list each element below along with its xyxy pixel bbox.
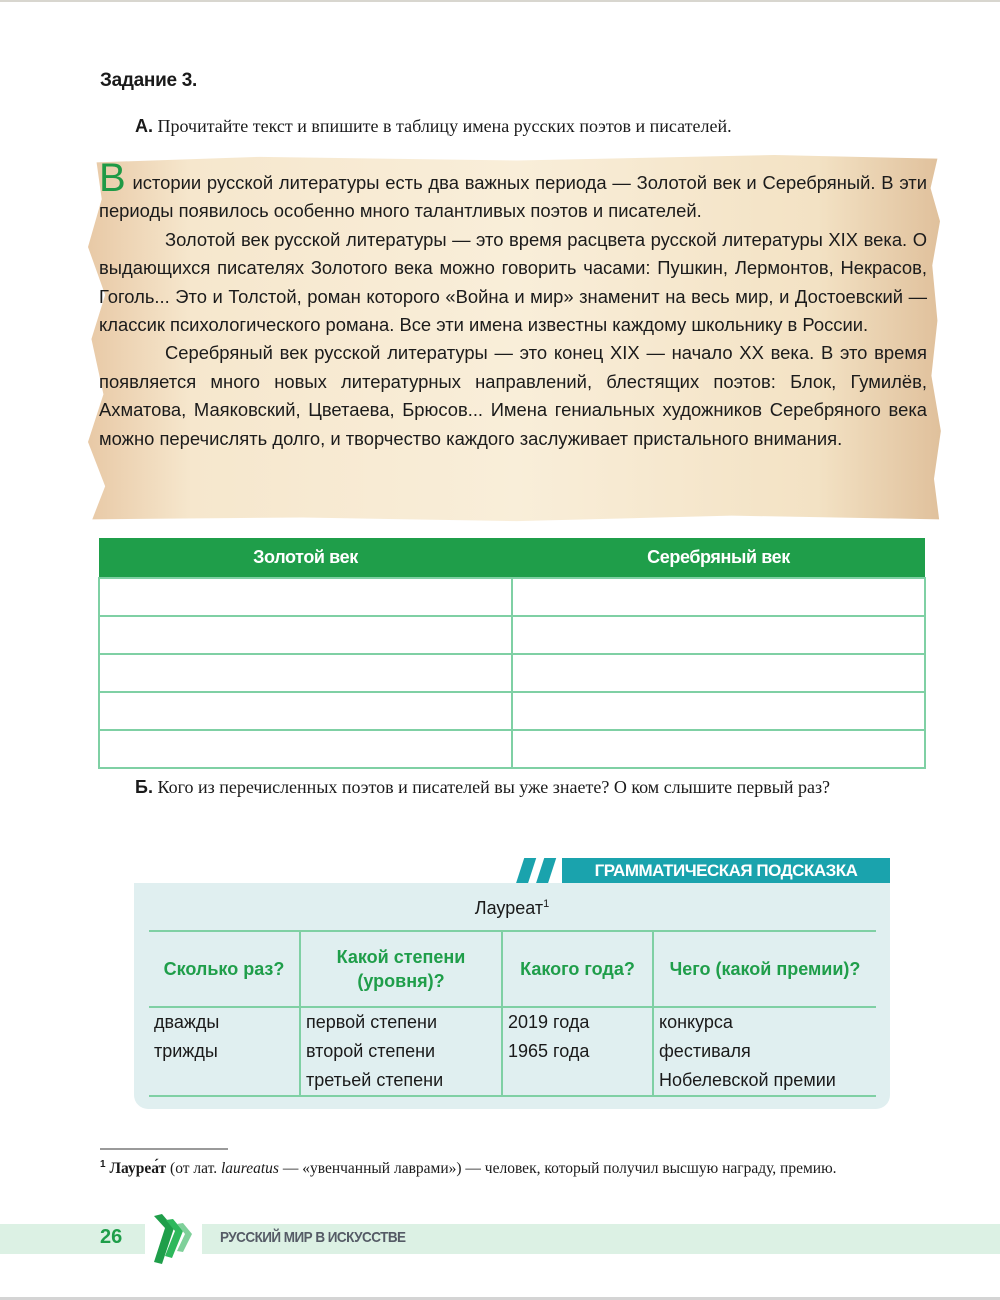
reading-paragraph: Золотой век русской литературы — это время расцвета русской литературы XIX века. О выдающихся писателях Золотого века можно говорить часами: Пушкин, Лермонтов, Некрасов, Гоголь... Это и Толстой, роман которого «Война и мир» знаменит на весь мир, и Достоевский — классик психологического романа. Все эти имена известны каждому школьнику в России. — [99, 228, 927, 336]
page-top-border — [0, 0, 1000, 2]
grammar-hint-label: ГРАММАТИЧЕСКАЯ ПОДСКАЗКА — [562, 858, 890, 884]
footnote: $^1$ Лауреа́т (от лат. laureatus — «увенчанный лаврами») — человек, который получил высшую награду, премию. — [100, 1159, 837, 1178]
silver-age-cell[interactable] — [512, 654, 925, 692]
hint-cell-times: дважды трижды — [149, 1007, 300, 1096]
part-a-text: Прочитайте текст и впишите в таблицу имена русских поэтов и писателей. — [153, 116, 732, 136]
names-table — [98, 538, 926, 769]
footnote-divider — [100, 1148, 228, 1150]
banner-stripe-icon — [516, 858, 536, 884]
hint-cell-degree: первой степени второй степени третьей степени — [300, 1007, 502, 1096]
footnote-latin: laureatus — [220, 1160, 279, 1178]
drop-cap: В — [99, 156, 126, 200]
table-row — [99, 692, 925, 730]
hint-header-what-prize: Чего (какой премии)? — [653, 931, 876, 1007]
golden-age-cell[interactable] — [99, 578, 512, 616]
column-header-golden-age: Золотой век — [99, 538, 512, 578]
footer-band — [0, 1224, 145, 1254]
silver-age-cell[interactable] — [512, 730, 925, 768]
task-title: Задание 3. — [100, 70, 197, 91]
grammar-hint-banner — [512, 858, 890, 884]
page-number: 26 — [100, 1226, 123, 1248]
section-title: РУССКИЙ МИР В ИСКУССТВЕ — [220, 1229, 406, 1246]
table-row — [99, 578, 925, 616]
silver-age-cell[interactable] — [512, 616, 925, 654]
chevron-logo-icon — [150, 1214, 194, 1264]
hint-cell-year: 2019 года 1965 года — [502, 1007, 653, 1096]
part-b-text: Кого из перечисленных поэтов и писателей вы уже знаете? О ком слышите первый раз? — [152, 777, 831, 797]
hint-cell-prize: конкурса фестиваля Нобелевской премии — [653, 1007, 876, 1096]
hint-header-what-degree: Какой степени (уровня)? — [300, 931, 502, 1007]
silver-age-cell[interactable] — [512, 692, 925, 730]
footnote-term: Лауреа́т — [109, 1160, 167, 1178]
reading-text — [99, 156, 927, 453]
table-row — [99, 730, 925, 768]
part-a-label: А. — [135, 116, 153, 136]
column-header-silver-age: Серебряный век — [512, 538, 925, 578]
part-a-instruction — [135, 116, 732, 137]
hint-header-how-many-times: Сколько раз? — [149, 931, 300, 1007]
part-b-label: Б. — [135, 777, 153, 797]
reading-paragraph: Серебряный век русской литературы — это конец XIX — начало XX века. В это время появляется много новых литературных направлений, блестящих поэтов: Блок, Гумилёв, Ахматова, Маяковский, Цветаева, Брюсов... Имена гениальных художников Серебряного века можно перечислять долго, и творчество каждого заслуживает пристального внимания. — [99, 342, 927, 449]
golden-age-cell[interactable] — [99, 692, 512, 730]
golden-age-cell[interactable] — [99, 654, 512, 692]
golden-age-cell[interactable] — [99, 616, 512, 654]
hint-header-what-year: Какого года? — [502, 931, 653, 1007]
footnote-mark[interactable]: 1 — [543, 898, 550, 910]
golden-age-cell[interactable] — [99, 730, 512, 768]
table-row — [99, 616, 925, 654]
banner-stripe-icon — [536, 858, 556, 884]
table-row — [99, 654, 925, 692]
grammar-hint-title: Лауреат$^1$ — [474, 898, 550, 918]
silver-age-cell[interactable] — [512, 578, 925, 616]
grammar-hint-table — [149, 930, 876, 1097]
part-b-instruction — [135, 774, 927, 800]
reading-paragraph: В истории русской литературы есть два важных периода — Золотой век и Серебряный. В эти периоды появилось особенно много талантливых поэтов и писателей. — [99, 156, 927, 222]
table-row — [149, 1007, 876, 1096]
grammar-hint-box — [134, 883, 890, 1109]
footnote-number: 1 — [100, 1159, 106, 1170]
